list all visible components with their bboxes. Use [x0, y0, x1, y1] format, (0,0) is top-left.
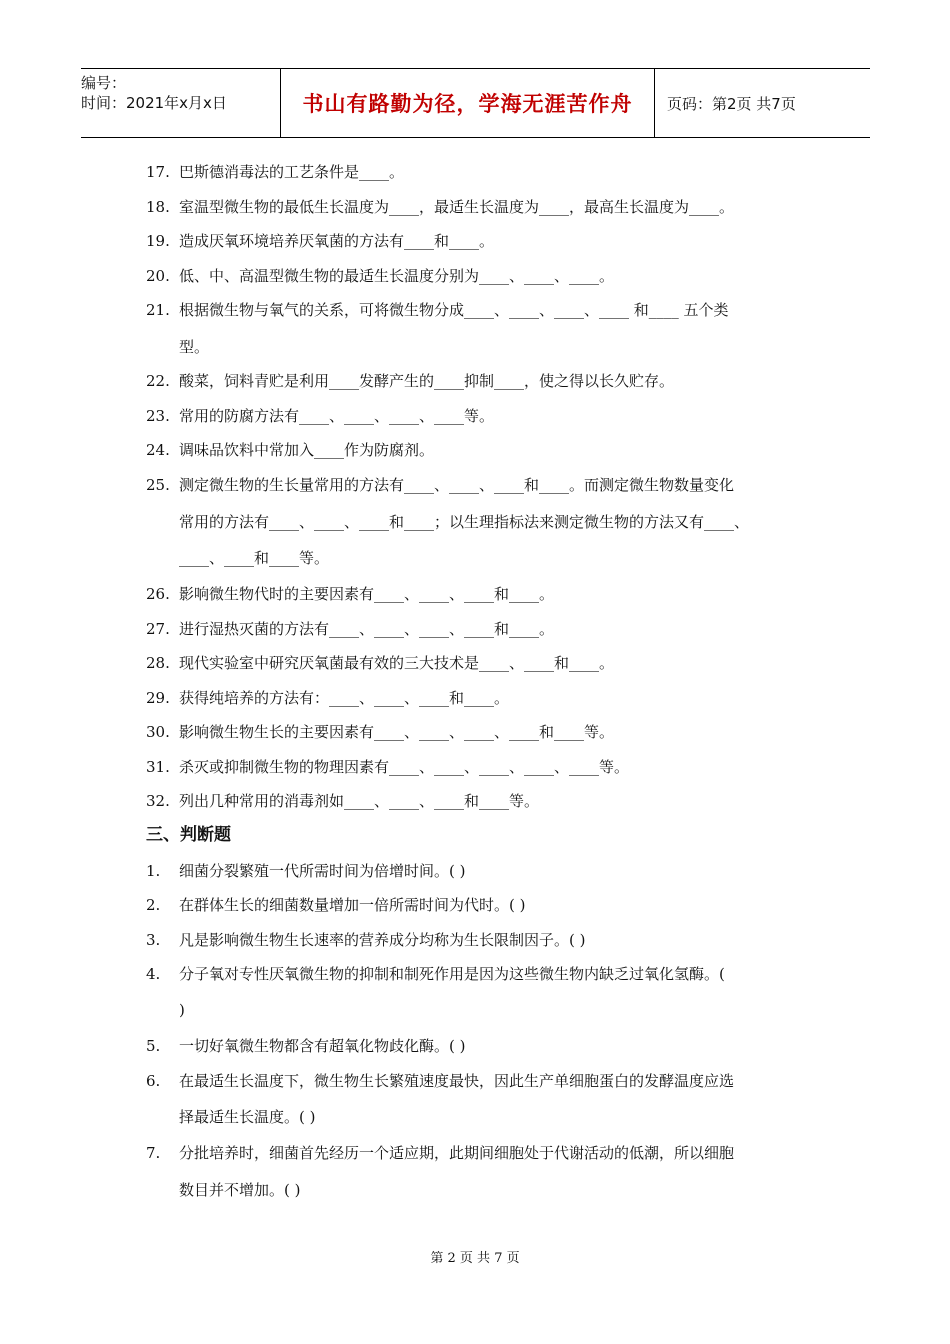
tf-question-4-cont: ) — [179, 1001, 185, 1019]
question-32: 32. 列出几种常用的消毒剂如____、____、____和____等。 — [146, 792, 540, 810]
question-18: 18. 室温型微生物的最低生长温度为____，最适生长温度为____，最高生长温度为____。 — [146, 198, 735, 216]
question-21: 21. 根据微生物与氧气的关系，可将微生物分成____、____、____、____ 和____ 五个类 — [146, 301, 729, 319]
header-page-info: 页码：第2页 共7页 — [667, 94, 796, 113]
tf-question-5: 5. 一切好氧微生物都含有超氧化物歧化酶。( ) — [146, 1037, 466, 1055]
question-31: 31. 杀灭或抑制微生物的物理因素有____、____、____、____、____等。 — [146, 758, 630, 776]
question-17: 17. 巴斯德消毒法的工艺条件是____。 — [146, 163, 405, 181]
question-29: 29. 获得纯培养的方法有：____、____、____和____。 — [146, 689, 510, 707]
page-footer: 第 2 页 共 7 页 — [430, 1251, 520, 1266]
tf-question-7-cont: 数目并不增加。( ) — [179, 1181, 301, 1199]
question-19: 19. 造成厌氧环境培养厌氧菌的方法有____和____。 — [146, 232, 495, 250]
question-20: 20. 低、中、高温型微生物的最适生长温度分别为____、____、____。 — [146, 267, 615, 285]
page-header — [81, 68, 870, 138]
question-27: 27. 进行湿热灭菌的方法有____、____、____、____和____。 — [146, 620, 555, 638]
question-26: 26. 影响微生物代时的主要因素有____、____、____和____。 — [146, 585, 555, 603]
question-25: 25. 测定微生物的生长量常用的方法有____、____、____和____。而测定微生物数量变化 — [146, 476, 735, 494]
question-25-cont-1: 常用的方法有____、____、____和____；以生理指标法来测定微生物的方法又有____、 — [179, 513, 750, 531]
question-22: 22. 酸菜，饲料青贮是利用____发酵产生的____抑制____，使之得以长久贮存。 — [146, 372, 675, 390]
question-21-cont: 型。 — [179, 338, 210, 356]
header-meta — [81, 69, 281, 137]
tf-question-2: 2. 在群体生长的细菌数量增加一倍所需时间为代时。( ) — [146, 896, 526, 914]
tf-question-3: 3. 凡是影响微生物生长速率的营养成分均称为生长限制因子。( ) — [146, 931, 586, 949]
tf-question-1: 1. 细菌分裂繁殖一代所需时间为倍增时间。( ) — [146, 862, 466, 880]
question-30: 30. 影响微生物生长的主要因素有____、____、____、____和____等。 — [146, 723, 615, 741]
question-24: 24. 调味品饮料中常加入____作为防腐剂。 — [146, 441, 435, 459]
question-25-cont-2: ____、____和____等。 — [179, 549, 330, 567]
question-28: 28. 现代实验室中研究厌氧菌最有效的三大技术是____、____和____。 — [146, 654, 615, 672]
tf-question-7: 7. 分批培养时，细菌首先经历一个适应期，此期间细胞处于代谢活动的低潮，所以细胞 — [146, 1144, 735, 1162]
question-23: 23. 常用的防腐方法有____、____、____、____等。 — [146, 407, 495, 425]
tf-question-6: 6. 在最适生长温度下，微生物生长繁殖速度最快，因此生产单细胞蛋白的发酵温度应选 — [146, 1072, 735, 1090]
date-line: 时间：2021年x月x日 — [81, 94, 227, 112]
header-motto: 书山有路勤为径，学海无涯苦作舟 — [281, 69, 655, 137]
section-title-judgement: 三、判断题 — [146, 825, 231, 845]
tf-question-6-cont: 择最适生长温度。( ) — [179, 1108, 316, 1126]
tf-question-4: 4. 分子氧对专性厌氧微生物的抑制和制死作用是因为这些微生物内缺乏过氧化氢酶。( — [146, 965, 725, 983]
code-label: 编号： — [81, 74, 127, 92]
